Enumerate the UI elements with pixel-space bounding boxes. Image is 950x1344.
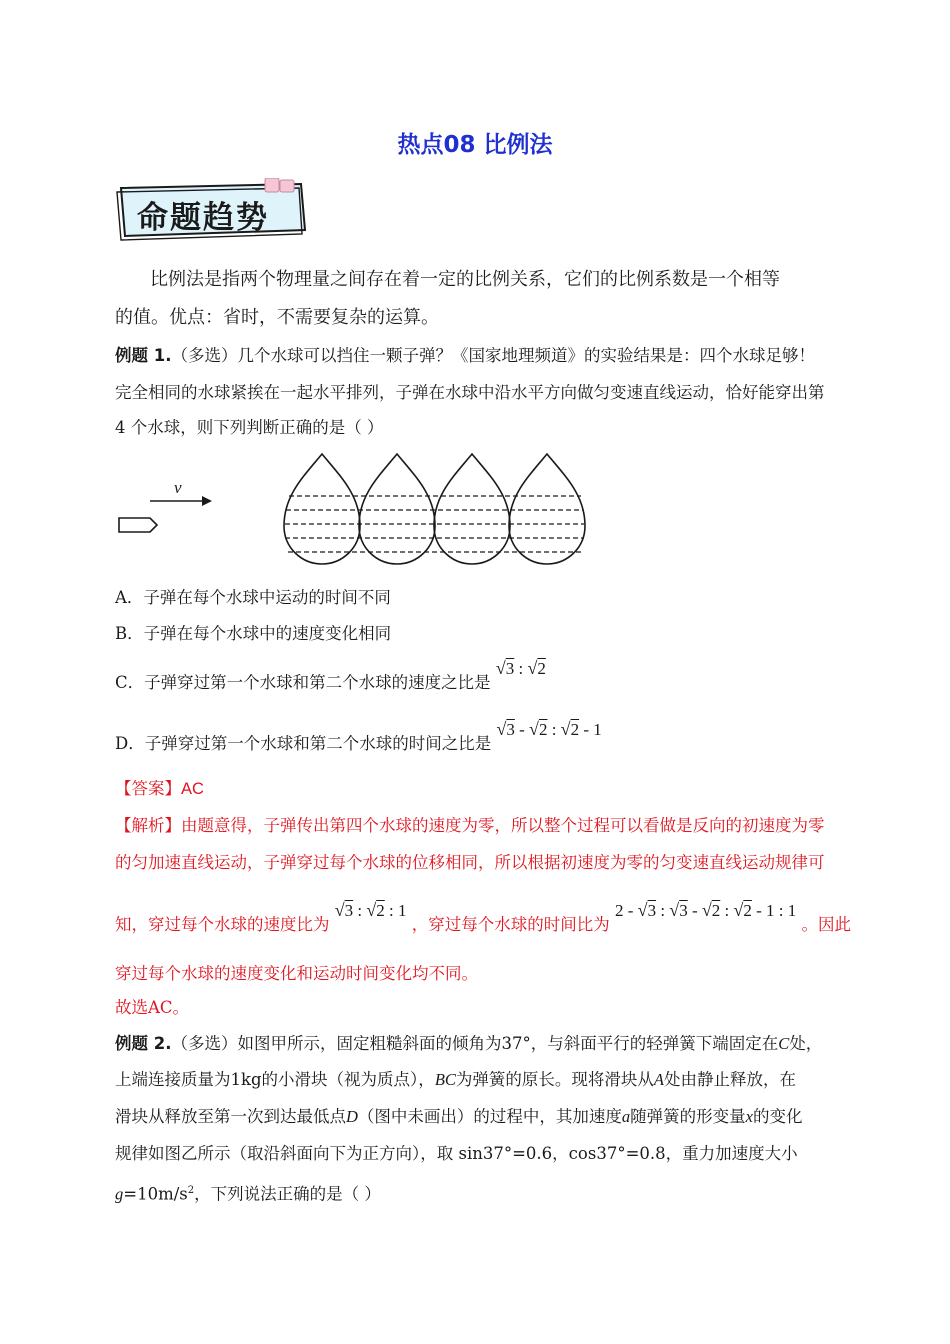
- option-c-formula: √3 : √2: [495, 658, 546, 678]
- intro-line-1: 比例法是指两个物理量之间存在着一定的比例关系，它们的比例系数是一个相等: [150, 269, 780, 290]
- analysis-formula-speed: √3 : √2 : 1: [334, 900, 407, 920]
- ex1-text-1: （多选）几个水球可以挡住一颗子弹？《国家地理频道》的实验结果是：四个水球足够！: [171, 346, 815, 365]
- bullet-icon: [119, 518, 157, 532]
- option-d-formula: √3 - √2 : √2 - 1: [496, 719, 602, 739]
- water-ball-1-icon: [283, 454, 364, 564]
- option-c-text: C．子弹穿过第一个水球和第二个水球的速度之比是: [115, 673, 491, 692]
- intro-line-2: 的值。优点：省时，不需要复杂的运算。: [115, 307, 439, 328]
- ex2-line-3: 滑块从释放至第一次到达最低点D（图中未画出）的过程中，其加速度a随弹簧的形变量x的变化: [115, 1107, 803, 1126]
- water-ball-2-icon: [359, 454, 435, 564]
- water-ball-1-outline: [284, 454, 360, 564]
- section-banner: [115, 178, 315, 248]
- answer-value: AC: [181, 780, 204, 798]
- water-ball-4-icon: [509, 454, 585, 564]
- ex2-line-5: $g=10m/s^2$，下列说法正确的是（ ）: [115, 1184, 381, 1204]
- analysis-line-1: 【解析】由题意得，子弹传出第四个水球的速度为零，所以整个过程可以看做是反向的初速度为零: [115, 816, 825, 835]
- ex2-line-4: 规律如图乙所示（取沿斜面向下为正方向），取 sin37°=0.6，cos37°=0.8，重力加速度大小: [115, 1144, 798, 1163]
- page-title: 热点08 比例法: [397, 132, 553, 158]
- water-ball-3-icon: [434, 454, 510, 564]
- answer-label: 【答案】: [115, 779, 181, 798]
- analysis-formula-time: 2 - √3 : √3 - √2 : √2 - 1 : 1: [615, 900, 797, 920]
- ex2-label: 例题 2.: [115, 1034, 172, 1053]
- water-balls: [283, 454, 585, 564]
- conclusion-line: 故选AC。: [115, 998, 190, 1017]
- analysis-line-3: 知，穿过每个水球的速度比为 √3 : √2 : 1 ，穿过每个水球的时间比为 2 - √3 : √3 - √2 : √2 - 1 : 1 。因此: [115, 900, 852, 934]
- banner-label: 命题趋势: [137, 200, 269, 236]
- analysis-line-4: 穿过每个水球的速度变化和运动时间变化均不同。: [115, 964, 478, 983]
- ex1-label: 例题 1.: [115, 346, 172, 365]
- ex2-line-2: 上端连接质量为1kg的小滑块（视为质点），BC为弹簧的原长。现将滑块从A处由静止释放，在: [115, 1070, 796, 1089]
- option-d-text: D．子弹穿过第一个水球和第二个水球的时间之比是: [115, 734, 492, 753]
- option-c: [115, 658, 546, 695]
- option-a: A．子弹在每个水球中运动的时间不同: [115, 588, 391, 607]
- analysis-line-2: 的匀加速直线运动，子弹穿过每个水球的位移相同，所以根据初速度为零的匀变速直线运动规律可: [115, 853, 825, 872]
- ex2-line-1: 例题 2.（多选）如图甲所示，固定粗糙斜面的倾角为37°，与斜面平行的轻弹簧下端固定在C处，: [115, 1034, 823, 1053]
- answer-line: [115, 777, 204, 801]
- velocity-label: v: [174, 478, 182, 497]
- ex1-line-3: 4 个水球，则下列判断正确的是（ ）: [115, 418, 384, 437]
- option-b: B．子弹在每个水球中的速度变化相同: [115, 624, 392, 643]
- option-d: [115, 719, 602, 756]
- analysis-label: 【解析】: [115, 816, 181, 835]
- ex1-line-2: 完全相同的水球紧挨在一起水平排列，子弹在水球中沿水平方向做匀变速直线运动，恰好能穿出第: [115, 383, 825, 402]
- ex1-line-1: [115, 344, 815, 368]
- ex1-figure: [110, 448, 590, 574]
